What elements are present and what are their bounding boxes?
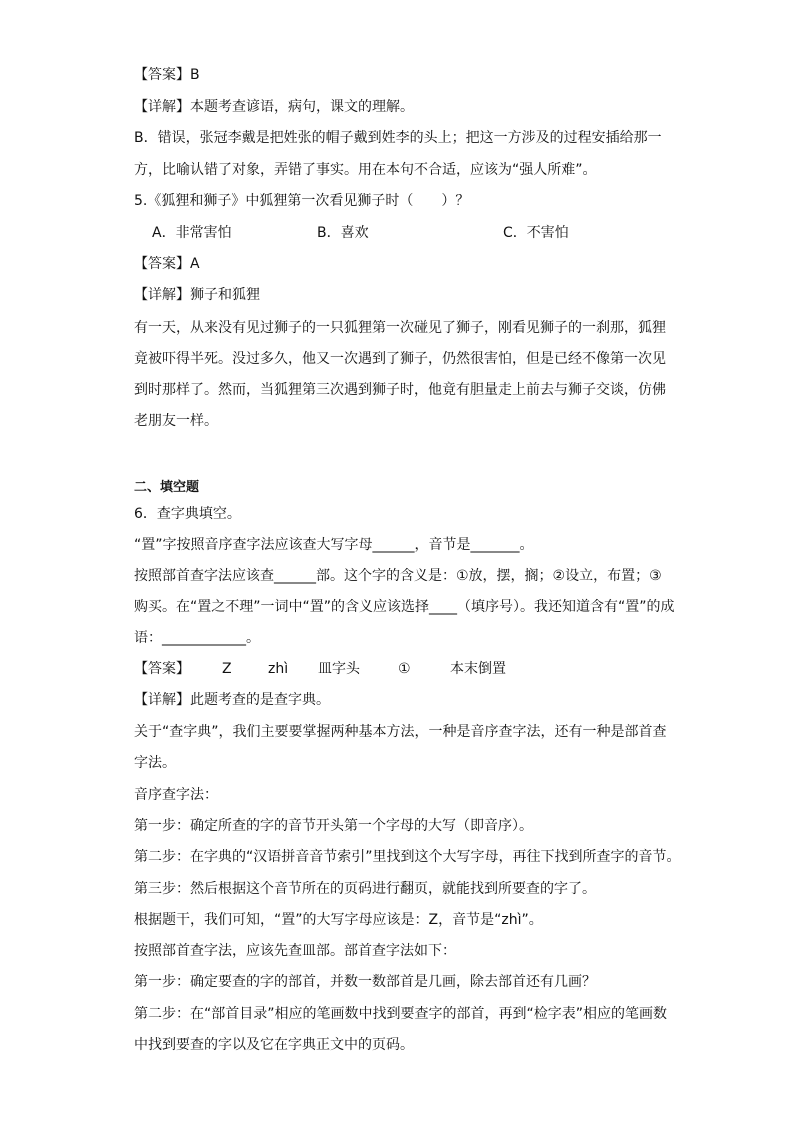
q6-answer-label: 【答案】	[134, 661, 190, 677]
q5-question: 5.《狐狸和狮子》中狐狸第一次看见狮子时（ ）？	[134, 193, 470, 209]
q6-answer-4: ①	[398, 661, 411, 677]
q6-answer-3: 皿字头	[318, 661, 360, 677]
q6-explain-line-4: 第一步：确定所查的字的音节开头第一个字母的大写（即音序）。	[134, 818, 533, 834]
q5-story-line-1: 有一天，从来没有见过狮子的一只狐狸第一次碰见了狮子，刚看见狮子的一刹那，狐狸	[134, 320, 666, 336]
q4-detail: 【详解】本题考查谚语，病句，课文的理解。	[134, 99, 414, 115]
q6-answer-1: Z	[222, 661, 232, 677]
q6-detail: 【详解】此题考查的是查字典。	[134, 692, 330, 708]
q6-explain-line-5: 第二步：在字典的“汉语拼音音节索引”里找到这个大写字母，再往下找到所查字的音节。	[134, 849, 681, 865]
q6-explain-line-7: 根据题干，我们可知，“置”的大写字母应该是：Z，音节是“zhì”。	[134, 912, 543, 928]
q5-story-line-2: 竟被吓得半死。没过多久，他又一次遇到了狮子，仍然很害怕，但是已经不像第一次见	[134, 351, 666, 367]
q5-story-line-4: 老朋友一样。	[134, 413, 218, 429]
q5-option-b: B．喜欢	[317, 225, 369, 241]
q6-explain-line-10: 第二步：在“部首目录”相应的笔画数中找到要查字的部首，再到“检字表”相应的笔画数	[134, 1006, 668, 1022]
q6-answer-5: 本末倒置	[450, 661, 506, 677]
section-title: 二、填空题	[134, 480, 200, 495]
q5-option-c: C．不害怕	[503, 225, 569, 241]
q6-body-line-2: 按照部首查字法应该查______部。这个字的含义是：①放，摆，搁；②设立，布置；③	[134, 568, 662, 584]
q4-explain-line-1: B．错误，张冠李戴是把姓张的帽子戴到姓李的头上；把这一方涉及的过程安插给那一	[134, 130, 662, 146]
q6-explain-line-2: 字法。	[134, 755, 176, 771]
q6-answer-2: zhì	[268, 661, 289, 677]
q4-explain-line-2: 方，比喻认错了对象，弄错了事实。用在本句不合适，应该为“强人所难”。	[134, 162, 597, 178]
q5-story-line-3: 到时那样了。然而，当狐狸第三次遇到狮子时，他竟有胆量走上前去与狮子交谈，仿佛	[134, 382, 666, 398]
q6-explain-line-8: 按照部首查字法，应该先查皿部。部首查字法如下：	[134, 943, 456, 959]
q6-explain-line-11: 中找到要查的字以及它在字典正文中的页码。	[134, 1037, 414, 1053]
q6-explain-line-3: 音序查字法：	[134, 787, 218, 803]
q6-explain-line-9: 第一步：确定要查的字的部首，并数一数部首是几画，除去部首还有几画？	[134, 974, 596, 990]
q6-body-line-1: “置”字按照音序查字法应该查大写字母______，音节是_______。	[134, 537, 534, 553]
q5-option-a: A．非常害怕	[152, 225, 232, 241]
q6-body-line-4: 语：____________。	[134, 630, 260, 646]
q5-detail: 【详解】狮子和狐狸	[134, 287, 260, 303]
q5-answer: 【答案】A	[134, 256, 200, 272]
q6-explain-line-1: 关于“查字典”，我们主要要掌握两种基本方法，一种是音序查字法，还有一种是部首查	[134, 724, 667, 740]
q6-explain-line-6: 第三步：然后根据这个音节所在的页码进行翻页，就能找到所要查的字了。	[134, 881, 596, 897]
q6-body-line-3: 购买。在“置之不理”一词中“置”的含义应该选择____（填序号）。我还知道含有“置”的成	[134, 599, 675, 615]
q6-question: 6．查字典填空。	[134, 506, 241, 522]
q4-answer: 【答案】B	[134, 67, 200, 83]
